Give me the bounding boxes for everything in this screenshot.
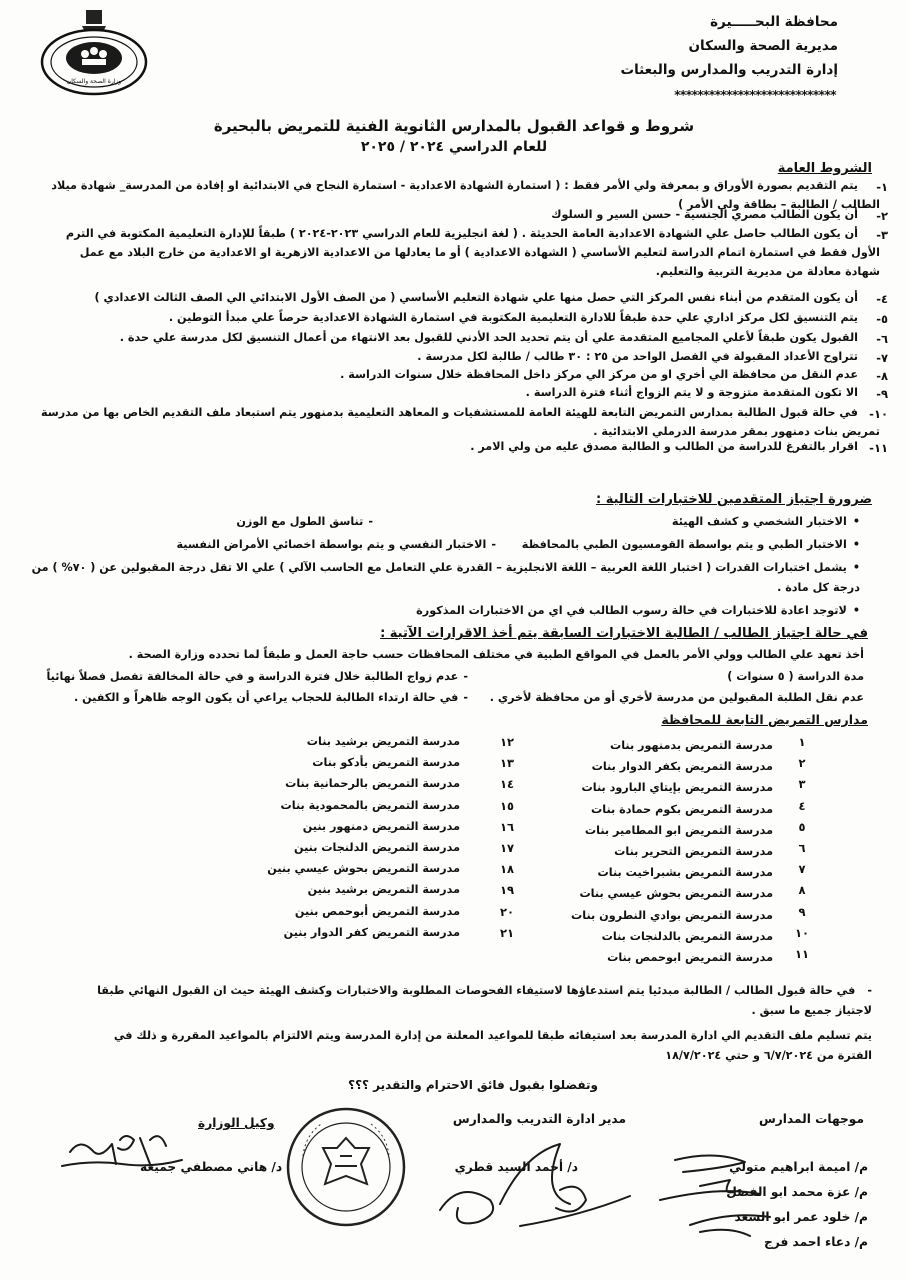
exam-psych: - الاختبار النفسي و يتم بواسطة اخصائي الأمراض النفسية: [177, 539, 496, 552]
school-name: مدرسة التمريض بكفر الدوار بنات: [591, 760, 773, 774]
pledge-hijab: - في حالة ارتداء الطالبة للحجاب يراعي أن يكون الوجه ظاهراً و الكفين .: [74, 692, 468, 705]
school-name: مدرسة التمريض بكوم حمادة بنات: [591, 802, 773, 816]
school-number: ١٧: [499, 841, 515, 855]
director-name: د/ أحمد السيد قطري: [454, 1160, 578, 1174]
deputy-name: د/ هاني مصطفي جميعة: [140, 1160, 283, 1174]
supervisors-title: موجهات المدارس: [758, 1112, 864, 1126]
closing-line: وتفضلوا بقبول فائق الاحترام والتقدير ؟؟؟: [348, 1078, 598, 1092]
general-item-line: اقرار بالتفرغ للدراسة من الطالب و الطالبة مصدق عليه من ولي الامر .: [470, 440, 858, 453]
school-name: مدرسة التمريض أبوحمص بنين: [294, 904, 460, 918]
general-item-line: عدم النقل من محافظة الي أخري او من مركز الي مركز داخل المحافظة خلال سنوات الدراسة .: [340, 368, 858, 381]
school-number: ١٦: [499, 819, 515, 834]
school-number: ١٩: [499, 883, 515, 898]
pledge-marriage: - عدم زواج الطالبة خلال فترة الدراسة و في حالة المخالفة تفصل فصلاً نهائياً: [46, 671, 468, 684]
general-item-number: ٤-: [876, 292, 888, 306]
general-item-line: أن يكون الطالب حاصل علي الشهادة الاعدادية العامة الحديثة . ( لغة انجليزية للعام الدراسي ٢٠٢٣-٢٠٢٤ ) طبقاً للإدارة التعليمية المكتوبة في الترم: [65, 227, 858, 240]
school-number: ٩: [798, 904, 806, 919]
general-item-number: ١١-: [869, 441, 888, 455]
general-item-line: أن يكون الطالب مصري الجنسية - حسن السير و السلوك: [551, 208, 858, 221]
school-number: ١١: [794, 947, 810, 961]
school-name: مدرسة التمريض بالدلنجات بنات: [601, 929, 773, 943]
school-name: مدرسة التمريض بالمحمودية بنات: [280, 798, 460, 812]
general-item-line: تمريض بنات دمنهور بمقر مدرسة الدرملي الابتدائية .: [593, 425, 880, 438]
exam-height-weight: - تناسق الطول مع الوزن: [236, 516, 373, 529]
school-number: ١٠: [794, 925, 810, 940]
page-subtitle: للعام الدراسي ٢٠٢٤ / ٢٠٢٥: [360, 139, 548, 155]
general-item-line: يتم التنسيق لكل مركز اداري علي حدة طبقاً للادارة التعليمية المكتوبة في استمارة الشهادة الاعدادية حرصاً علي مبدأ التوطين .: [168, 311, 858, 324]
school-name: مدرسة التمريض بحوش عيسي بنين: [267, 862, 460, 876]
general-item-number: ٩-: [876, 387, 888, 401]
school-number: ٥: [798, 819, 806, 834]
header-stars: ****************************: [674, 88, 836, 102]
general-item-line: أن يكون المتقدم من أبناء نفس المركز التي حصل منها علي شهادة التعليم الأساسي ( من الصف الأول الابتدائي الي الصف الثالث الاعدادي ): [94, 291, 858, 304]
school-number: ١٣: [499, 756, 515, 771]
logo-caption: وزارة الصحة والسكان: [66, 78, 122, 85]
exam-personal: • الاختبار الشخصي و كشف الهيئة: [672, 516, 860, 529]
school-name: مدرسة التمريض بشبراخيت بنات: [597, 866, 773, 880]
school-number: ٢٠: [499, 904, 515, 919]
supervisor-name: م/ خلود عمر ابو السعد: [734, 1210, 868, 1224]
note-admission-l1: -في حالة قبول الطالب / الطالبة مبدئيا يتم استدعاؤها لاستيفاء الفحوصات المطلوبة والاختبارات وكشف الهيئة حيث ان القبول النهائي طبقا: [97, 984, 872, 997]
school-number: ١٢: [499, 735, 515, 749]
school-number: ٤: [798, 798, 806, 813]
school-name: مدرسة التمريض بوادي النطرون بنات: [571, 908, 773, 922]
school-number: ١٨: [499, 862, 515, 877]
general-item-line: تتراوح الأعداد المقبولة في الفصل الواحد من ٢٥ : ٣٠ طالب / طالبة لكل مدرسة .: [417, 350, 858, 363]
general-item-number: ١-: [876, 180, 888, 194]
ministry-logo: [38, 8, 150, 98]
school-name: مدرسة التمريض ابو المطامير بنات: [584, 823, 773, 837]
header-department: إدارة التدريب والمدارس والبعثات: [620, 62, 838, 78]
general-item-number: ٦-: [876, 332, 888, 346]
school-number: ١٤: [499, 777, 515, 792]
supervisor-name: م/ عزة محمد ابو الفضل: [726, 1185, 868, 1199]
director-title: مدير ادارة التدريب والمدارس: [452, 1112, 626, 1126]
school-name: مدرسة التمريض برشيد بنين: [307, 883, 460, 897]
pledge-duration: مدة الدراسة ( ٥ سنوات ): [727, 670, 864, 683]
general-heading: الشروط العامة: [777, 161, 872, 176]
general-item-line: شهادة معادلة من مديرية التربية والتعليم.: [655, 265, 880, 278]
school-number: ٦: [798, 841, 806, 855]
school-name: مدرسة التمريض برشيد بنات: [306, 735, 460, 748]
school-number: ٣: [798, 777, 806, 792]
general-item-number: ٣-: [876, 228, 888, 242]
general-item-number: ١٠-: [869, 407, 888, 421]
pledges-heading: في حالة اجتياز الطالب / الطالبة الاختبارات السابقة يتم أخذ الاقرارات الآتية :: [380, 626, 868, 641]
school-number: ٧: [798, 862, 806, 877]
note-submission-l1: يتم تسليم ملف التقديم الي ادارة المدرسة بعد استيفائه طبقا للمواعيد المعلنة من إدارة المدرسة ويتم الالتزام بالمواعيد المقررة و ذلك في: [113, 1029, 872, 1042]
school-name: مدرسة التمريض دمنهور بنين: [302, 819, 460, 833]
school-name: مدرسة التمريض ابوحمص بنات: [607, 951, 773, 964]
school-name: مدرسة التمريض كفر الدوار بنين: [283, 925, 460, 939]
exam-medical: • الاختبار الطبي و يتم بواسطة القومسيون الطبي بالمحافظة: [522, 539, 860, 552]
general-item-line: يتم التقديم بصورة الأوراق و بمعرفة ولي الأمر فقط : ( استمارة الشهادة الاعدادية - استمارة النجاح في الابتدائية او إفادة من المدرسة_ شهادة ميلاد: [51, 179, 858, 192]
exam-abilities-l1: • يشمل اختبارات القدرات ( اختبار اللغة العربية – اللغة الانجليزية – القدرة علي التعامل مع الحاسب الآلي ) علي الا تقل درجة المقبولين عن ( ٧٠% ) من: [32, 562, 860, 575]
school-name: مدرسة التمريض بإيتاي البارود بنات: [581, 781, 773, 795]
supervisor-name: م/ دعاء احمد فرج: [763, 1235, 868, 1249]
school-number: ٨: [798, 883, 806, 898]
general-item-line: القبول يكون طبقاً لأعلي المجاميع المتقدمة علي أن يتم تحديد الحد الأدني للقبول بعد الانتهاء من أعمال التنسيق لكل مدرسة علي حدة .: [119, 331, 858, 344]
general-item-line: في حالة قبول الطالبة بمدارس التمريض التابعة للهيئة العامة للمستشفيات و المعاهد التعليمية بدمنهور يتم استبعاد ملف التقديم الخاص بها من مدرسة: [40, 406, 858, 419]
general-item-number: ٢-: [876, 209, 888, 223]
schools-heading: مدارس التمريض التابعة للمحافظة: [661, 712, 868, 727]
school-number: ٢: [798, 756, 806, 771]
general-item-number: ٥-: [876, 312, 888, 326]
note-admission-l2: لاجتياز جميع ما سبق .: [751, 1004, 872, 1017]
handwritten-signatures: [0, 1100, 908, 1280]
pledge-work: أخذ تعهد علي الطالب وولي الأمر بالعمل في المواقع الطبية في مختلف المحافظات حسب حاجة العمل و طبقاً لما تحدده وزارة الصحة .: [128, 648, 864, 661]
school-number: ٢١: [499, 925, 515, 940]
general-item-line: الا تكون المتقدمة متزوجة و لا يتم الزواج أثناء فترة الدراسة .: [525, 386, 858, 399]
deputy-title: وكيل الوزارة: [198, 1116, 275, 1130]
school-name: مدرسة التمريض بالرحمانية بنات: [285, 777, 460, 791]
general-item-line: الطالب / الطالبة – بطاقة ولي الأمر ): [678, 198, 880, 211]
general-item-number: ٨-: [876, 369, 888, 383]
school-name: مدرسة التمريض الدلنجات بنين: [294, 841, 460, 854]
exam-abilities-l2: درجة كل مادة .: [777, 581, 860, 594]
general-item-number: ٧-: [876, 351, 888, 365]
school-number: ١٥: [499, 798, 515, 813]
exam-no-retest: • لاتوجد اعادة للاختبارات في حالة رسوب الطالب في اي من الاختبارات المذكورة: [416, 605, 860, 618]
note-submission-l2: الفترة من ٦/٧/٢٠٢٤ و حتي ١٨/٧/٢٠٢٤: [665, 1049, 872, 1062]
page-title: شروط و قواعد القبول بالمدارس الثانوية الفنية للتمريض بالبحيرة: [213, 117, 695, 135]
header-governorate: محافظة البحـــــيرة: [710, 14, 838, 30]
school-name: مدرسة التمريض التحرير بنات: [614, 845, 773, 858]
exams-heading: ضرورة اجتياز المتقدمين للاختبارات التالية :: [595, 492, 872, 507]
general-item-line: الأول فقط في استمارة اتمام الدراسة لتعليم الأساسي ( الشهادة الاعدادية ) أو ما يعادلها من الاعدادية الازهرية او الاعدادية من خارج البلاد مع عمل: [79, 246, 880, 259]
pledge-transfer: عدم نقل الطلبة المقبولين من مدرسة لأخري أو من محافظة لأخري .: [489, 691, 864, 704]
school-name: مدرسة التمريض بحوش عيسي بنات: [579, 887, 773, 901]
supervisor-name: م/ اميمة ابراهيم متولي: [729, 1160, 868, 1174]
header-directorate: مديرية الصحة والسكان: [688, 38, 838, 54]
school-name: مدرسة التمريض بدمنهور بنات: [609, 739, 773, 752]
school-number: ١: [798, 735, 806, 749]
school-name: مدرسة التمريض بأدكو بنات: [312, 756, 460, 770]
